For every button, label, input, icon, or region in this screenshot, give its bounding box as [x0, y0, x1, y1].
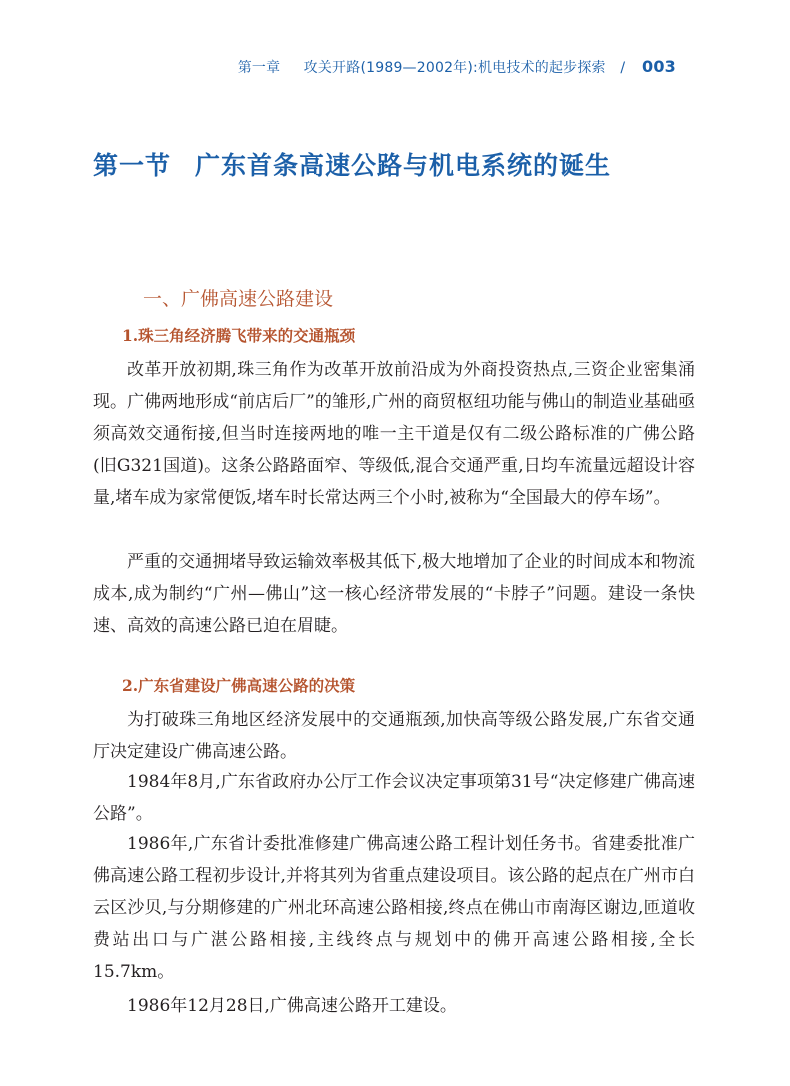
- header-chapter-title: 攻关开路(1989—2002年):机电技术的起步探索: [303, 60, 606, 76]
- topic-heading-1: 1.珠三角经济腾飞带来的交通瓶颈: [122, 326, 356, 345]
- header-separator: /: [620, 60, 626, 76]
- paragraph: 1986年12月28日,广佛高速公路开工建设。: [127, 996, 457, 1016]
- header-chapter: 第一章: [237, 60, 281, 76]
- paragraph: 改革开放初期,珠三角作为改革开放前沿成为外商投资热点,三资企业密集涌现。广佛两地形成“前店后厂”的雏形,广州的商贸枢纽功能与佛山的制造业基础亟须高效交通衔接,但当时连接两地的唯一主干道是仅有二级公路标准的广佛公路(旧G321国道)。这条公路路面窄、等级低,混合交通严重,日均车流量远超设计容量,堵车成为家常便饭,堵车时长常达两三个小时,被称为“全国最大的停车场”。: [93, 360, 695, 508]
- paragraph: 为打破珠三角地区经济发展中的交通瓶颈,加快高等级公路发展,广东省交通厅决定建设广佛高速公路。: [93, 710, 695, 762]
- section-title-text: 广东首条高速公路与机电系统的诞生: [195, 151, 612, 180]
- section-title: [93, 146, 611, 182]
- paragraph: 严重的交通拥堵导致运输效率极其低下,极大地增加了企业的时间成本和物流成本,成为制约“广州—佛山”这一核心经济带发展的“卡脖子”问题。建设一条快速、高效的高速公路已迫在眉睫。: [93, 552, 695, 636]
- topic-heading-2: 2.广东省建设广佛高速公路的决策: [122, 676, 356, 695]
- paragraph: 1984年8月,广东省政府办公厅工作会议决定事项第31号“决定修建广佛高速公路”。: [93, 772, 695, 824]
- page-number: 003: [642, 57, 676, 76]
- running-header: [0, 57, 676, 77]
- subsection-heading: 一、广佛高速公路建设: [143, 288, 334, 310]
- section-number: 第一节: [93, 151, 172, 180]
- paragraph: 1986年,广东省计委批准修建广佛高速公路工程计划任务书。省建委批准广佛高速公路工程初步设计,并将其列为省重点建设项目。该公路的起点在广州市白云区沙贝,与分期修建的广州北环高速公路相接,终点在佛山市南海区谢边,匝道收费站出口与广湛公路相接,主线终点与规划中的佛开高速公路相接,全长15.7km。: [93, 834, 695, 982]
